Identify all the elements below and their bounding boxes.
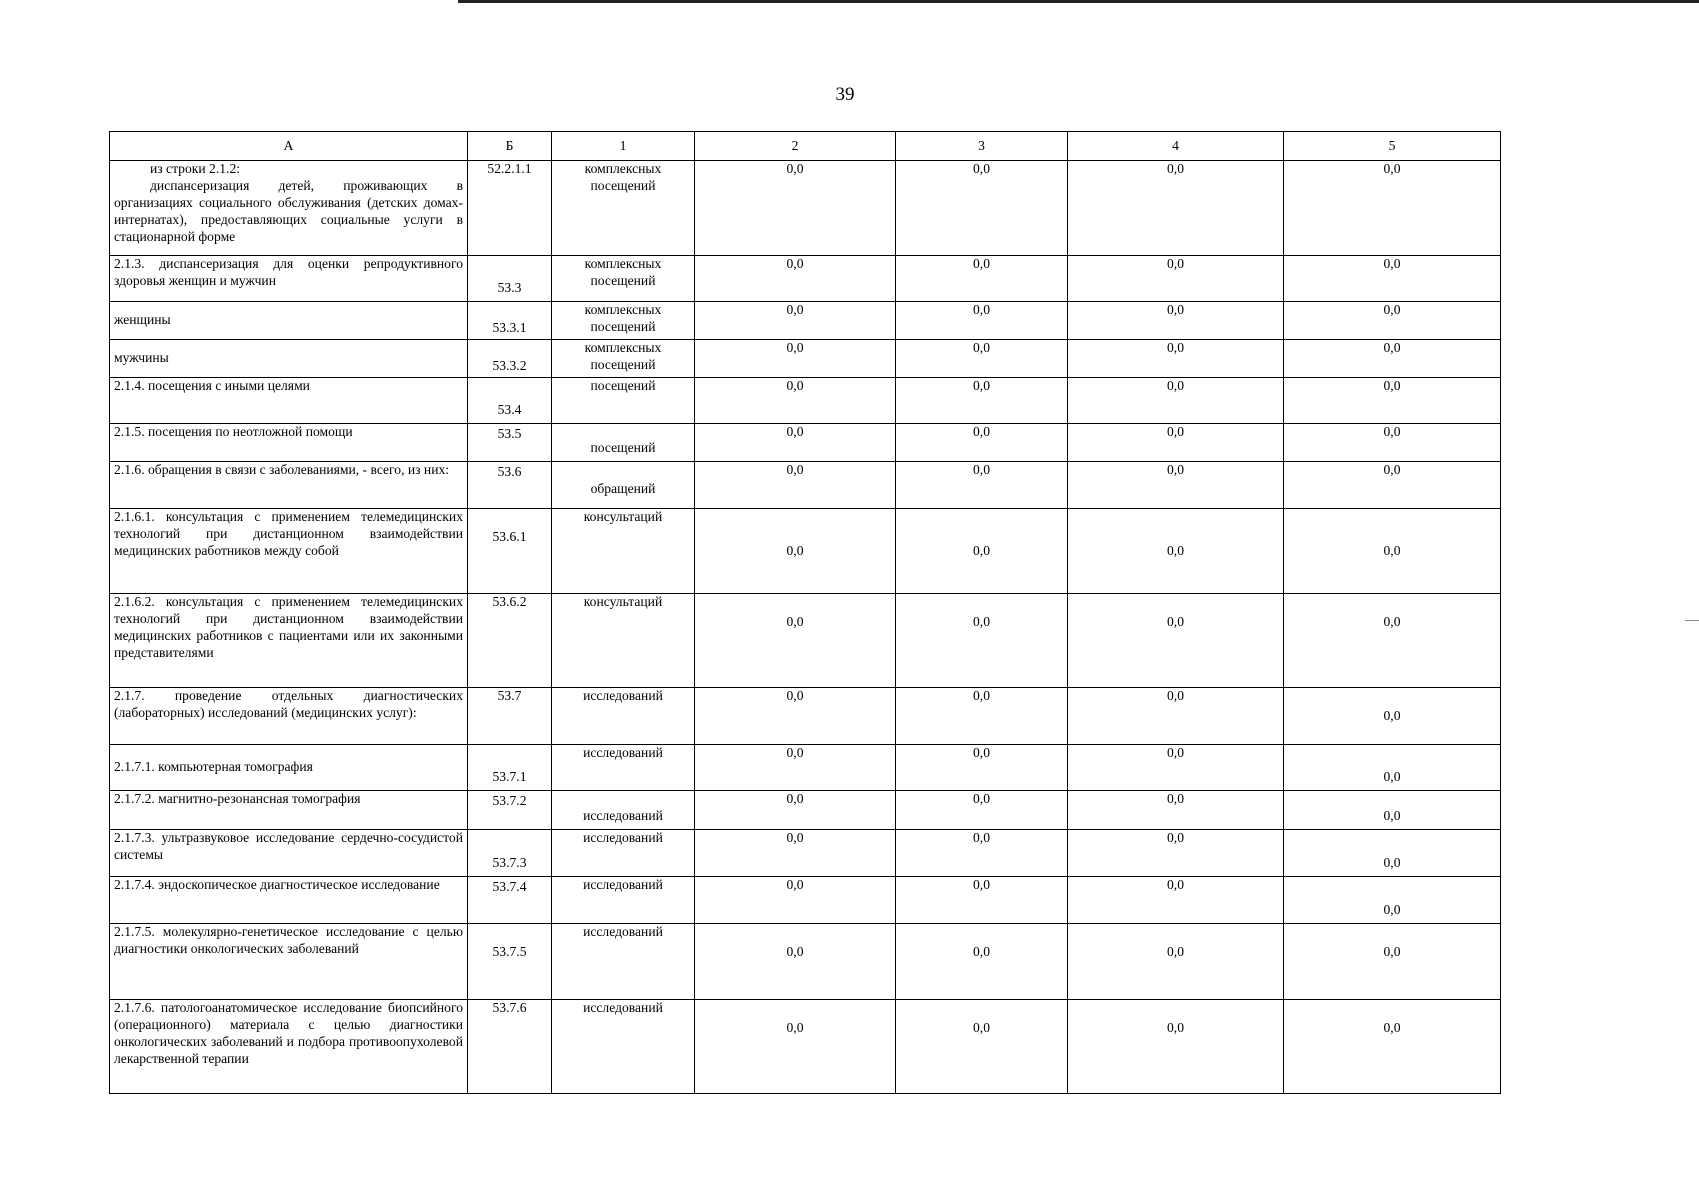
row-name: 2.1.6. обращения в связи с заболеваниями, - всего, из них: — [110, 462, 468, 509]
row-value-5: 0,0 — [1284, 340, 1501, 378]
row-unit: комплексных посещений — [552, 302, 695, 340]
row-name: мужчины — [110, 340, 468, 378]
table-row — [110, 302, 1501, 340]
header-col-3: 3 — [896, 132, 1068, 161]
row-code: 53.4 — [468, 378, 552, 424]
row-value-3: 0,0 — [896, 688, 1068, 745]
row-value-5: 0,0 — [1284, 830, 1501, 877]
row-unit: консультаций — [552, 509, 695, 594]
row-value-2: 0,0 — [695, 745, 896, 791]
row-code: 52.2.1.1 — [468, 161, 552, 256]
row-value-4: 0,0 — [1068, 256, 1284, 302]
row-value-2: 0,0 — [695, 462, 896, 509]
row-value-3: 0,0 — [896, 302, 1068, 340]
row-name: 2.1.7.3. ультразвуковое исследование сердечно-сосудистой системы — [110, 830, 468, 877]
row-value-4: 0,0 — [1068, 302, 1284, 340]
row-code: 53.5 — [468, 424, 552, 462]
row-code: 53.7.1 — [468, 745, 552, 791]
data-table — [109, 131, 1501, 1094]
row-value-4: 0,0 — [1068, 594, 1284, 688]
row-value-4: 0,0 — [1068, 924, 1284, 1000]
header-col-a: А — [110, 132, 468, 161]
row-unit: посещений — [552, 424, 695, 462]
table-row — [110, 688, 1501, 745]
row-value-4: 0,0 — [1068, 462, 1284, 509]
row-value-3: 0,0 — [896, 340, 1068, 378]
header-col-2: 2 — [695, 132, 896, 161]
row-name: 2.1.7.6. патологоанатомическое исследование биопсийного (операционного) материала с целью диагностики онкологических заболеваний и подбора противоопухолевой лекарственной терапии — [110, 1000, 468, 1094]
header-col-4: 4 — [1068, 132, 1284, 161]
table-row — [110, 161, 1501, 256]
row-value-3: 0,0 — [896, 924, 1068, 1000]
row-value-2: 0,0 — [695, 791, 896, 830]
header-col-b: Б — [468, 132, 552, 161]
row-value-2: 0,0 — [695, 1000, 896, 1094]
row-unit: исследований — [552, 830, 695, 877]
table-row — [110, 1000, 1501, 1094]
header-col-5: 5 — [1284, 132, 1501, 161]
row-value-4: 0,0 — [1068, 1000, 1284, 1094]
table-row — [110, 830, 1501, 877]
row-value-4: 0,0 — [1068, 791, 1284, 830]
row-value-4: 0,0 — [1068, 509, 1284, 594]
table-row — [110, 924, 1501, 1000]
row-unit: комплексных посещений — [552, 161, 695, 256]
table-row — [110, 378, 1501, 424]
row-value-2: 0,0 — [695, 256, 896, 302]
row-code: 53.7.6 — [468, 1000, 552, 1094]
row-name: 2.1.4. посещения с иными целями — [110, 378, 468, 424]
scan-mark — [1685, 620, 1699, 621]
row-value-5: 0,0 — [1284, 161, 1501, 256]
row-value-3: 0,0 — [896, 161, 1068, 256]
row-name: 2.1.6.2. консультация с применением телемедицинских технологий при дистанционном взаимодействии медицинских работников с пациентами или их законными представителями — [110, 594, 468, 688]
row-code: 53.3.2 — [468, 340, 552, 378]
row-name: 2.1.7.2. магнитно-резонансная томография — [110, 791, 468, 830]
row-code: 53.3.1 — [468, 302, 552, 340]
row-code: 53.7.4 — [468, 877, 552, 924]
row-value-3: 0,0 — [896, 745, 1068, 791]
row-value-3: 0,0 — [896, 791, 1068, 830]
row-code: 53.6 — [468, 462, 552, 509]
row-code: 53.6.2 — [468, 594, 552, 688]
row-value-3: 0,0 — [896, 594, 1068, 688]
row-value-5: 0,0 — [1284, 745, 1501, 791]
row-value-2: 0,0 — [695, 424, 896, 462]
row-value-2: 0,0 — [695, 340, 896, 378]
row-value-2: 0,0 — [695, 378, 896, 424]
row-code: 53.7.5 — [468, 924, 552, 1000]
row-value-4: 0,0 — [1068, 161, 1284, 256]
table-row — [110, 791, 1501, 830]
row-name: 2.1.7.1. компьютерная томография — [110, 745, 468, 791]
row-unit: исследований — [552, 688, 695, 745]
row-value-3: 0,0 — [896, 256, 1068, 302]
row-value-3: 0,0 — [896, 424, 1068, 462]
row-code: 53.7 — [468, 688, 552, 745]
row-value-5: 0,0 — [1284, 256, 1501, 302]
row-value-4: 0,0 — [1068, 340, 1284, 378]
row-name: 2.1.7. проведение отдельных диагностических (лабораторных) исследований (медицинских услуг): — [110, 688, 468, 745]
row-unit: исследований — [552, 745, 695, 791]
row-value-4: 0,0 — [1068, 688, 1284, 745]
row-value-3: 0,0 — [896, 830, 1068, 877]
table-row — [110, 424, 1501, 462]
header-row — [110, 132, 1501, 161]
row-value-3: 0,0 — [896, 378, 1068, 424]
row-unit: посещений — [552, 378, 695, 424]
row-unit: исследований — [552, 1000, 695, 1094]
row-code: 53.6.1 — [468, 509, 552, 594]
row-value-2: 0,0 — [695, 830, 896, 877]
row-value-5: 0,0 — [1284, 302, 1501, 340]
top-border-line — [458, 0, 1699, 3]
row-code: 53.7.3 — [468, 830, 552, 877]
row-value-3: 0,0 — [896, 462, 1068, 509]
row-value-2: 0,0 — [695, 509, 896, 594]
row-value-2: 0,0 — [695, 688, 896, 745]
row-value-4: 0,0 — [1068, 745, 1284, 791]
row-name: женщины — [110, 302, 468, 340]
row-code: 53.3 — [468, 256, 552, 302]
table-row — [110, 877, 1501, 924]
row-code: 53.7.2 — [468, 791, 552, 830]
row-name-text: диспансеризация детей, проживающих в организациях социального обслуживания (детских домах-интернатах), предоставляющих социальные услуги в стационарной форме — [114, 177, 463, 244]
row-value-5: 0,0 — [1284, 424, 1501, 462]
row-unit: обращений — [552, 462, 695, 509]
row-value-4: 0,0 — [1068, 877, 1284, 924]
row-value-5: 0,0 — [1284, 509, 1501, 594]
row-name: 2.1.3. диспансеризация для оценки репродуктивного здоровья женщин и мужчин — [110, 256, 468, 302]
row-unit: комплексных посещений — [552, 256, 695, 302]
row-unit: исследований — [552, 924, 695, 1000]
table-row — [110, 509, 1501, 594]
row-name: 2.1.7.4. эндоскопическое диагностическое исследование — [110, 877, 468, 924]
table-row — [110, 340, 1501, 378]
row-name — [110, 161, 468, 256]
row-value-5: 0,0 — [1284, 688, 1501, 745]
table-row — [110, 594, 1501, 688]
row-value-3: 0,0 — [896, 877, 1068, 924]
table-row — [110, 462, 1501, 509]
row-value-4: 0,0 — [1068, 830, 1284, 877]
table-row — [110, 745, 1501, 791]
row-name: 2.1.6.1. консультация с применением телемедицинских технологий при дистанционном взаимодействии медицинских работников между собой — [110, 509, 468, 594]
header-col-1: 1 — [552, 132, 695, 161]
row-value-4: 0,0 — [1068, 378, 1284, 424]
row-unit: комплексных посещений — [552, 340, 695, 378]
row-value-5: 0,0 — [1284, 924, 1501, 1000]
row-value-2: 0,0 — [695, 302, 896, 340]
row-name: 2.1.5. посещения по неотложной помощи — [110, 424, 468, 462]
row-value-5: 0,0 — [1284, 1000, 1501, 1094]
row-value-5: 0,0 — [1284, 594, 1501, 688]
row-value-3: 0,0 — [896, 1000, 1068, 1094]
row-name: 2.1.7.5. молекулярно-генетическое исследование с целью диагностики онкологических заболеваний — [110, 924, 468, 1000]
row-value-2: 0,0 — [695, 877, 896, 924]
row-value-2: 0,0 — [695, 594, 896, 688]
row-value-4: 0,0 — [1068, 424, 1284, 462]
row-unit: исследований — [552, 791, 695, 830]
row-value-2: 0,0 — [695, 161, 896, 256]
row-unit: исследований — [552, 877, 695, 924]
row-unit: консультаций — [552, 594, 695, 688]
row-value-2: 0,0 — [695, 924, 896, 1000]
row-value-5: 0,0 — [1284, 378, 1501, 424]
page-number: 39 — [835, 84, 855, 105]
row-value-5: 0,0 — [1284, 462, 1501, 509]
row-value-3: 0,0 — [896, 509, 1068, 594]
row-name-head: из строки 2.1.2: — [150, 161, 241, 176]
row-value-5: 0,0 — [1284, 791, 1501, 830]
row-value-5: 0,0 — [1284, 877, 1501, 924]
table-row — [110, 256, 1501, 302]
